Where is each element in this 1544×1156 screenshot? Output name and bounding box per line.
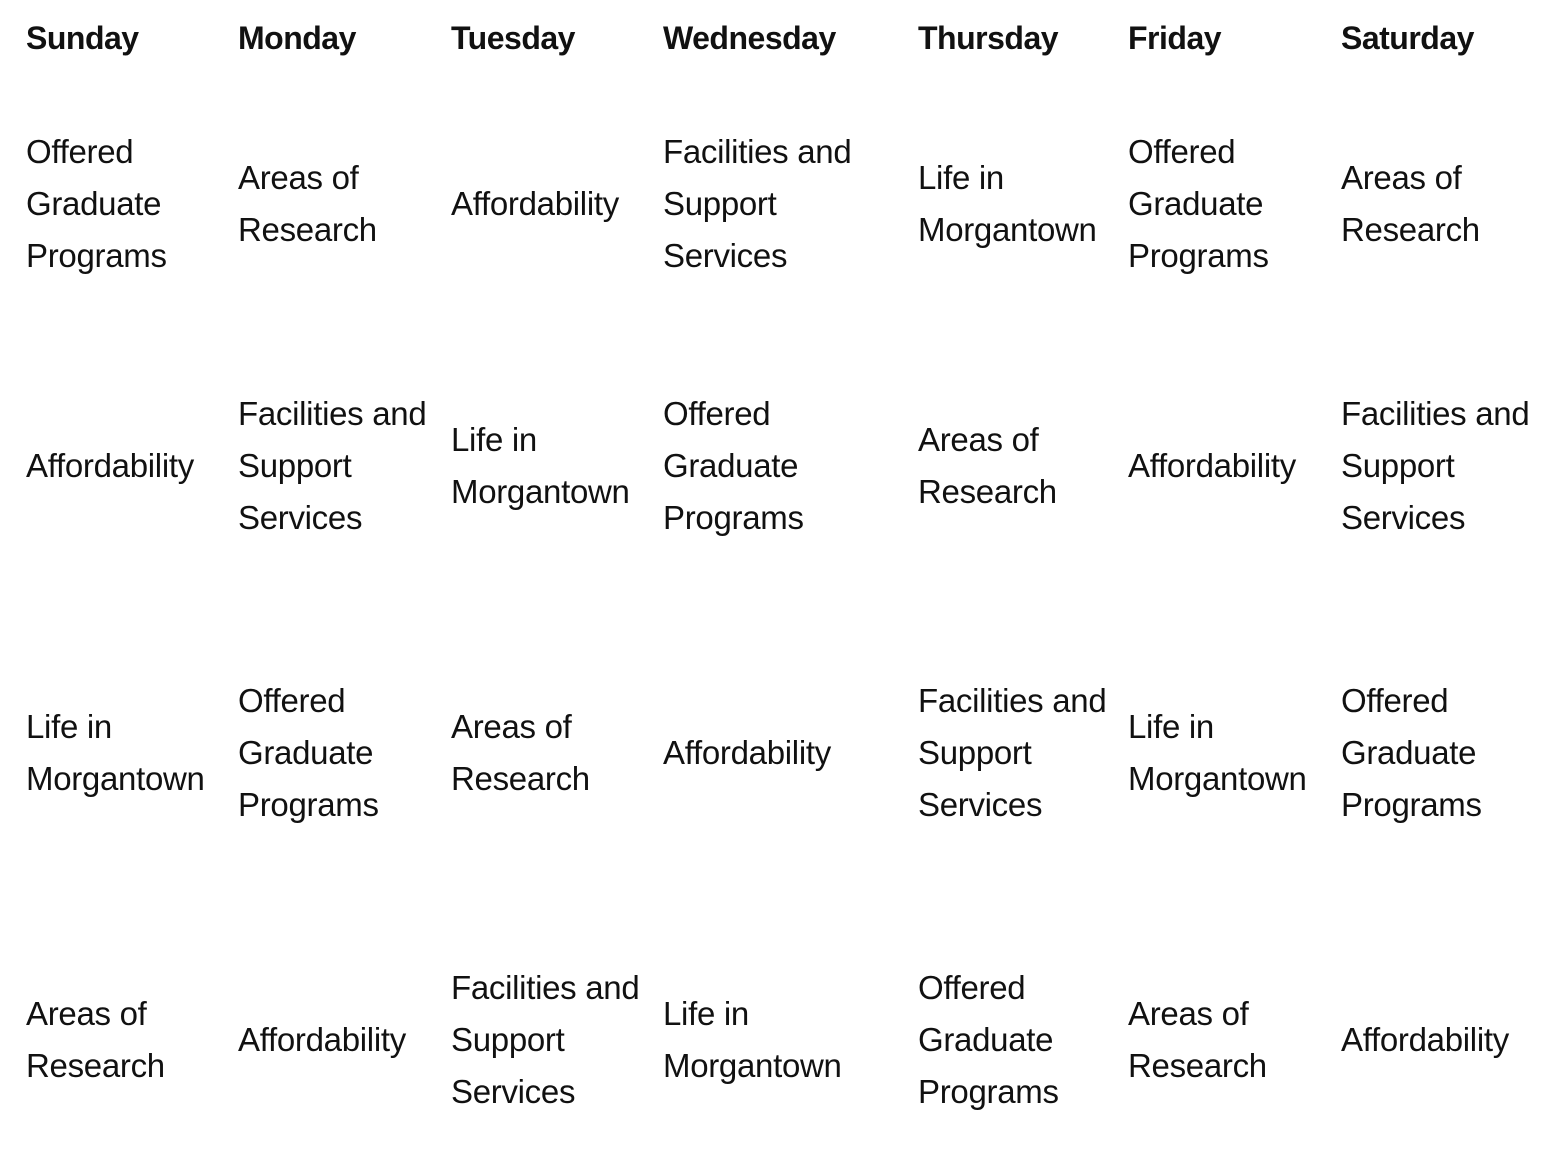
- weekday-header-sunday: Sunday: [26, 20, 139, 56]
- topic-label-line: Affordability: [1128, 447, 1296, 484]
- week-row: [0, 88, 1544, 320]
- topic-label-line: Life in: [918, 159, 1004, 196]
- calendar-cell[interactable]: [26, 350, 226, 582]
- topic-label-line: Life in: [663, 995, 749, 1032]
- weekday-header-row: [0, 14, 1544, 64]
- topic-label-line: Programs: [26, 237, 167, 274]
- topic-label: [451, 701, 590, 805]
- topic-label: [1341, 1014, 1509, 1066]
- calendar-cell[interactable]: [238, 924, 438, 1156]
- topic-label: [918, 962, 1059, 1118]
- topic-label: [1128, 126, 1269, 282]
- topic-label: [918, 675, 1106, 831]
- topic-label: [451, 962, 639, 1118]
- weekday-header-friday: Friday: [1128, 20, 1222, 56]
- topic-label: [1341, 388, 1529, 544]
- topic-label-line: Affordability: [451, 185, 619, 222]
- week-row: [0, 637, 1544, 869]
- calendar-cell[interactable]: [918, 637, 1118, 869]
- topic-label-line: Research: [238, 211, 377, 248]
- calendar-cell[interactable]: [918, 924, 1118, 1156]
- topic-label-line: Services: [918, 786, 1043, 823]
- topic-label-line: Services: [238, 499, 363, 536]
- calendar-cell[interactable]: [238, 350, 438, 582]
- topic-label: [238, 152, 377, 256]
- topic-label-line: Life in: [1128, 708, 1214, 745]
- topic-label-line: Facilities and: [451, 969, 640, 1006]
- topic-label: [663, 126, 908, 282]
- calendar-cell[interactable]: [451, 350, 651, 582]
- topic-label-line: Programs: [238, 786, 379, 823]
- topic-label-line: Morgantown: [918, 211, 1097, 248]
- topic-label: [663, 727, 831, 779]
- topic-label-line: Affordability: [663, 734, 831, 771]
- weekday-header-wednesday: Wednesday: [663, 20, 836, 56]
- calendar-cell[interactable]: [26, 88, 226, 320]
- topic-label-line: Research: [451, 760, 590, 797]
- topic-label: [663, 988, 842, 1092]
- topic-label-line: Offered: [238, 682, 346, 719]
- topic-label: [451, 414, 630, 518]
- topic-label: [663, 388, 804, 544]
- topic-label-line: Areas of: [918, 421, 1039, 458]
- topic-label-line: Research: [918, 473, 1057, 510]
- topic-label: [1341, 152, 1480, 256]
- topic-label-line: Services: [451, 1073, 576, 1110]
- topic-label-line: Services: [1341, 499, 1466, 536]
- topic-label-line: Offered: [26, 133, 134, 170]
- topic-label: [1128, 988, 1267, 1092]
- topic-label-line: Affordability: [238, 1021, 406, 1058]
- topic-label: [1341, 675, 1482, 831]
- week-row: [0, 350, 1544, 582]
- topic-label-line: Programs: [1341, 786, 1482, 823]
- topic-label-line: Programs: [663, 499, 804, 536]
- topic-label-line: Offered: [918, 969, 1026, 1006]
- topic-label-line: Offered: [1128, 133, 1236, 170]
- topic-label: [451, 178, 619, 230]
- calendar-cell[interactable]: [663, 88, 908, 320]
- calendar-cell[interactable]: [451, 924, 651, 1156]
- calendar-cell[interactable]: [238, 637, 438, 869]
- topic-label-line: Affordability: [26, 447, 194, 484]
- topic-label-line: Graduate: [1341, 734, 1477, 771]
- calendar-cell[interactable]: [1128, 637, 1328, 869]
- topic-label: [26, 126, 167, 282]
- topic-label-line: Graduate: [1128, 185, 1264, 222]
- calendar-cell[interactable]: [26, 637, 226, 869]
- topic-label-line: Morgantown: [663, 1047, 842, 1084]
- topic-label: [238, 388, 426, 544]
- calendar-cell[interactable]: [1341, 637, 1541, 869]
- calendar-cell[interactable]: [1341, 350, 1541, 582]
- topic-label: [918, 414, 1057, 518]
- calendar-cell[interactable]: [26, 924, 226, 1156]
- topic-label-line: Programs: [918, 1073, 1059, 1110]
- topic-label-line: Graduate: [238, 734, 374, 771]
- topic-label-line: Areas of: [1341, 159, 1462, 196]
- weekday-header-monday: Monday: [238, 20, 356, 56]
- topic-label-line: Support: [918, 734, 1032, 771]
- calendar-cell[interactable]: [1341, 924, 1541, 1156]
- topic-label-line: Offered: [663, 395, 771, 432]
- topic-label-line: Support: [238, 447, 352, 484]
- topic-label-line: Morgantown: [451, 473, 630, 510]
- topic-label-line: Morgantown: [1128, 760, 1307, 797]
- topic-label-line: Graduate: [663, 447, 799, 484]
- calendar-cell[interactable]: [238, 88, 438, 320]
- topic-label-line: Areas of: [451, 708, 572, 745]
- topic-label-line: Support: [451, 1021, 565, 1058]
- topic-label-line: Facilities and: [238, 395, 427, 432]
- calendar-cell[interactable]: [1341, 88, 1541, 320]
- topic-label-line: Research: [1341, 211, 1480, 248]
- topic-label: [1128, 440, 1296, 492]
- weekday-header-saturday: Saturday: [1341, 20, 1474, 56]
- calendar-cell[interactable]: [1128, 88, 1328, 320]
- topic-label-line: Life in: [26, 708, 112, 745]
- topic-label: [918, 152, 1097, 256]
- weekday-header-tuesday: Tuesday: [451, 20, 575, 56]
- topic-label-line: Areas of: [1128, 995, 1249, 1032]
- topic-label-line: Facilities and: [1341, 395, 1530, 432]
- topic-label-line: Offered: [1341, 682, 1449, 719]
- topic-label: [26, 440, 194, 492]
- topic-label-line: Research: [26, 1047, 165, 1084]
- topic-label-line: Life in: [451, 421, 537, 458]
- topic-label-line: Facilities and: [918, 682, 1107, 719]
- topic-label: [238, 675, 379, 831]
- calendar-cell[interactable]: [663, 924, 908, 1156]
- calendar-cell[interactable]: [918, 350, 1118, 582]
- calendar-cell[interactable]: [1128, 924, 1328, 1156]
- topic-label-line: Areas of: [238, 159, 359, 196]
- calendar-cell[interactable]: [918, 88, 1118, 320]
- topic-label: [238, 1014, 406, 1066]
- topic-label-line: Research: [1128, 1047, 1267, 1084]
- calendar-cell[interactable]: [663, 350, 908, 582]
- calendar-cell[interactable]: [451, 88, 651, 320]
- week-row: [0, 924, 1544, 1156]
- topic-label: [26, 701, 205, 805]
- topic-label-line: Affordability: [1341, 1021, 1509, 1058]
- topic-label: [1128, 701, 1307, 805]
- topic-label-line: Graduate: [26, 185, 162, 222]
- topic-label-line: Support: [1341, 447, 1455, 484]
- topic-label-line: Graduate: [918, 1021, 1054, 1058]
- topic-label-line: Facilities and: [663, 133, 852, 170]
- topic-label-line: Morgantown: [26, 760, 205, 797]
- topic-label-line: Programs: [1128, 237, 1269, 274]
- topic-label-line: Areas of: [26, 995, 147, 1032]
- calendar-cell[interactable]: [1128, 350, 1328, 582]
- topic-label: [26, 988, 165, 1092]
- topic-label-line: Support Services: [663, 185, 788, 274]
- calendar-cell[interactable]: [451, 637, 651, 869]
- calendar-cell[interactable]: [663, 637, 908, 869]
- weekday-header-thursday: Thursday: [918, 20, 1059, 56]
